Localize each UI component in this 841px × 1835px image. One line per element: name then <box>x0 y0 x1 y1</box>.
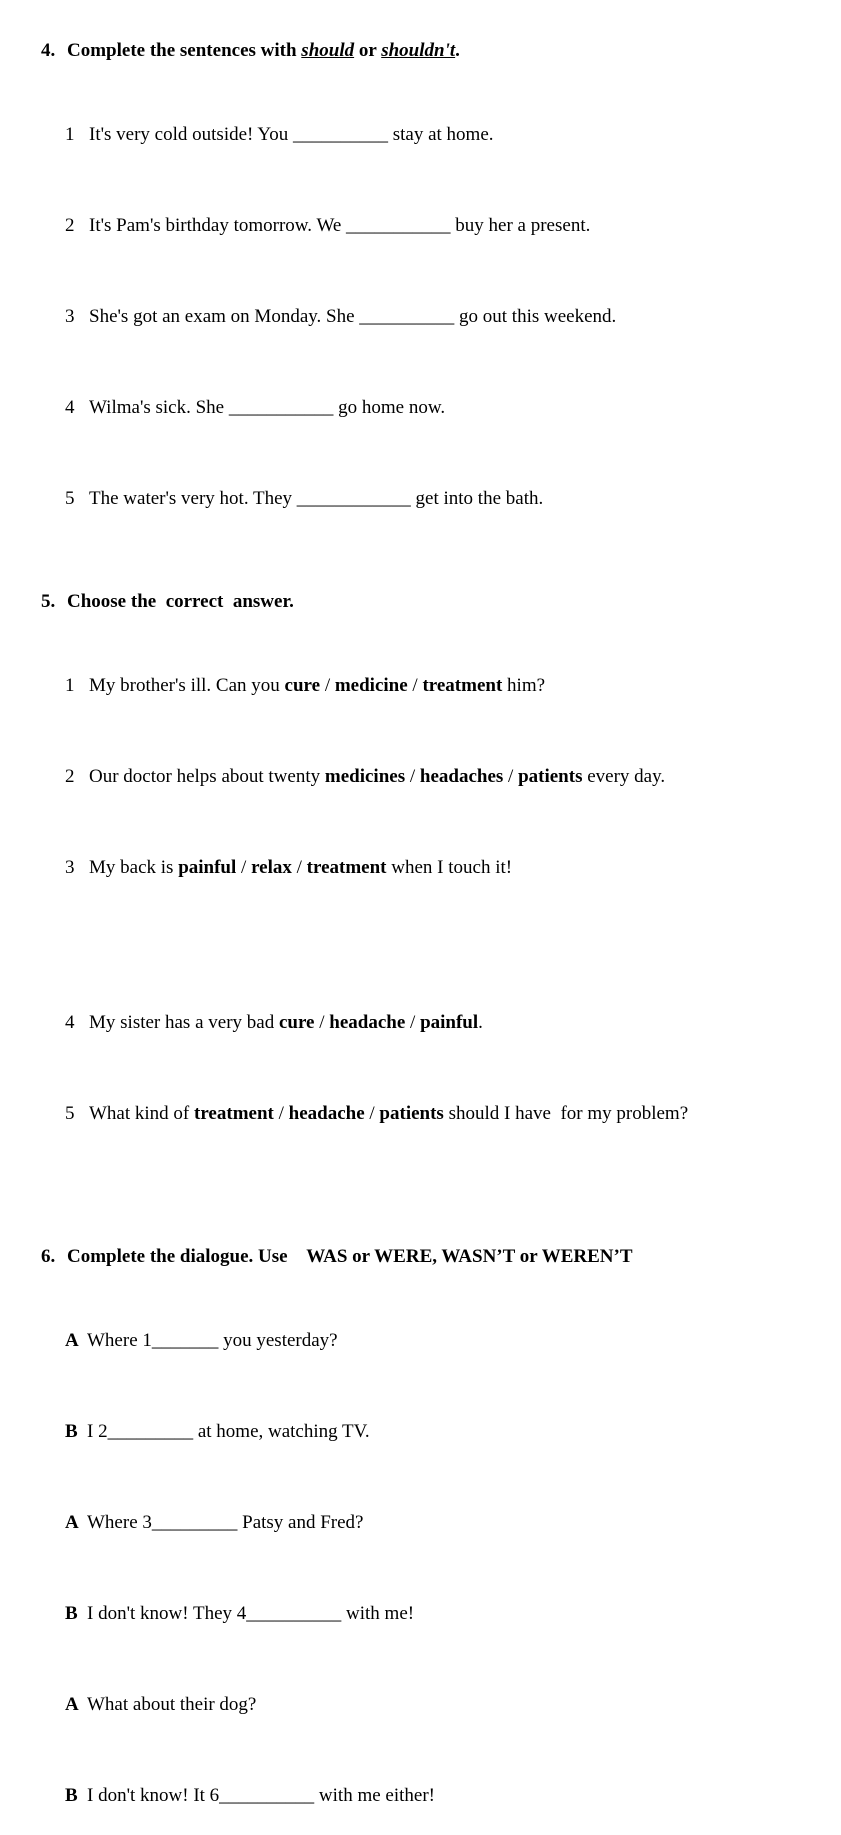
item-number: 5 <box>65 1103 75 1124</box>
exercise-6-number: 6. <box>41 1246 56 1267</box>
dialogue-text: I 2_________ at home, watching TV. <box>87 1421 370 1442</box>
speaker-label: A <box>65 1512 79 1533</box>
item-text: My sister has a very bad cure / headache / painful. <box>89 1012 483 1033</box>
dialogue-text: What about their dog? <box>87 1694 257 1715</box>
speaker-label: B <box>65 1785 78 1806</box>
exercise-6-title: Complete the dialogue. Use WAS or WERE, WASN’T or WEREN’T <box>67 1246 633 1267</box>
item-number: 2 <box>65 766 75 787</box>
exercise-4-item <box>0 278 841 356</box>
item-number: 3 <box>65 857 75 878</box>
item-number: 2 <box>65 215 75 236</box>
exercise-4-item <box>0 460 841 538</box>
dialogue-line <box>0 1484 841 1562</box>
exercise-4-heading <box>0 12 841 90</box>
item-number: 3 <box>65 306 75 327</box>
item-text: It's Pam's birthday tomorrow. We ___________ buy her a present. <box>89 215 591 236</box>
dialogue-line <box>0 1757 841 1835</box>
dialogue-text: Where 3_________ Patsy and Fred? <box>87 1512 364 1533</box>
exercise-5-item <box>0 1075 841 1153</box>
item-number: 1 <box>65 675 75 696</box>
exercise-5-item <box>0 738 841 816</box>
item-number: 1 <box>65 124 75 145</box>
exercise-5-title: Choose the correct answer. <box>67 591 294 612</box>
exercise-4-item <box>0 187 841 265</box>
speaker-label: B <box>65 1603 78 1624</box>
exercise-4-title: Complete the sentences with should or shouldn't. <box>67 40 460 61</box>
item-text: It's very cold outside! You __________ stay at home. <box>89 124 494 145</box>
speaker-label: A <box>65 1330 79 1351</box>
exercise-4-number: 4. <box>41 40 56 61</box>
exercise-5-item <box>0 647 841 725</box>
dialogue-text: I don't know! It 6__________ with me either! <box>87 1785 436 1806</box>
exercise-4-item <box>0 96 841 174</box>
speaker-label: B <box>65 1421 78 1442</box>
exercise-6-heading <box>0 1218 841 1296</box>
dialogue-text: Where 1_______ you yesterday? <box>87 1330 338 1351</box>
item-text: The water's very hot. They ____________ get into the bath. <box>89 488 544 509</box>
dialogue-text: I don't know! They 4__________ with me! <box>87 1603 415 1624</box>
item-text: My back is painful / relax / treatment when I touch it! <box>89 857 513 878</box>
exercise-5-number: 5. <box>41 591 56 612</box>
item-text: She's got an exam on Monday. She __________ go out this weekend. <box>89 306 617 327</box>
exercise-5-item <box>0 984 841 1062</box>
item-number: 4 <box>65 1012 75 1033</box>
item-number: 5 <box>65 488 75 509</box>
speaker-label: A <box>65 1694 79 1715</box>
item-text: Wilma's sick. She ___________ go home now. <box>89 397 446 418</box>
item-text: Our doctor helps about twenty medicines / headaches / patients every day. <box>89 766 666 787</box>
item-number: 4 <box>65 397 75 418</box>
item-text: My brother's ill. Can you cure / medicine / treatment him? <box>89 675 546 696</box>
dialogue-line <box>0 1666 841 1744</box>
dialogue-line <box>0 1393 841 1471</box>
item-text: What kind of treatment / headache / patients should I have for my problem? <box>89 1103 689 1124</box>
dialogue-line <box>0 1302 841 1380</box>
dialogue-line <box>0 1575 841 1653</box>
exercise-5-item <box>0 829 841 907</box>
exercise-5-heading <box>0 563 841 641</box>
exercise-4-item <box>0 369 841 447</box>
